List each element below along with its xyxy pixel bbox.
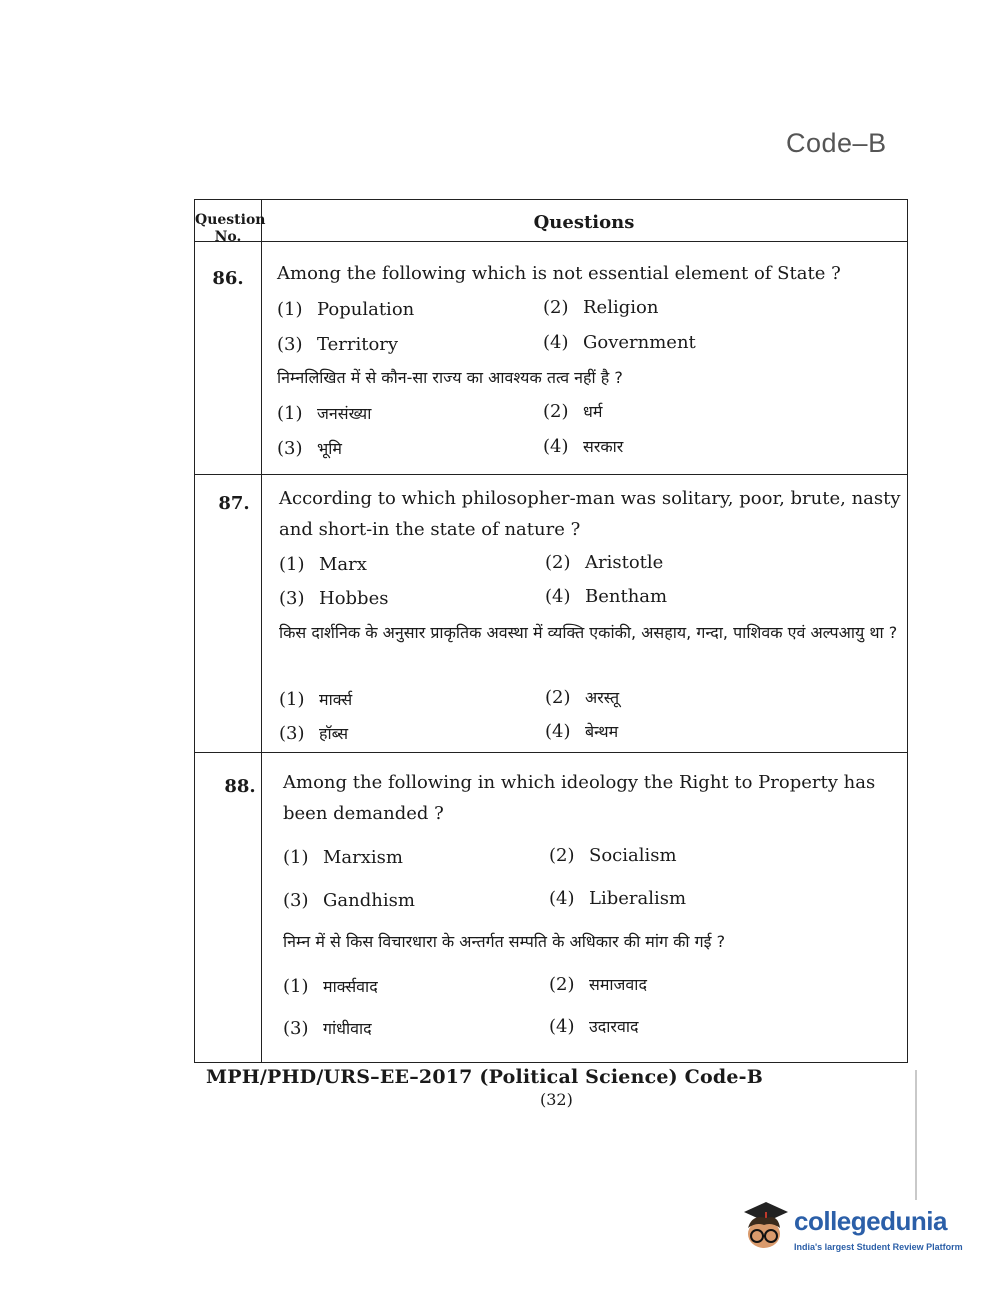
option-text: गांधीवाद [323, 1019, 372, 1038]
row-divider [195, 241, 907, 242]
question-text-hi: निम्न में से किस विचारधारा के अन्तर्गत सम्पति के अधिकार की मांग की गई ? [283, 932, 726, 951]
option-number: (1) [277, 299, 303, 320]
page-number: (32) [540, 1090, 573, 1109]
question-text-hi: किस दार्शनिक के अनुसार प्राकृतिक अवस्था में व्यक्ति एकांकी, असहाय, गन्दा, पाशिवक एवं अल्पआयु था ? [279, 623, 898, 642]
option-hi [277, 437, 342, 459]
option-text: मार्क्स [319, 690, 353, 709]
option-en [277, 299, 414, 320]
option-number: (2) [549, 845, 575, 866]
row-divider [195, 474, 907, 475]
option-hi [549, 1015, 639, 1037]
option-en [545, 586, 667, 607]
code-label: Code–B [786, 128, 887, 158]
option-text: अरस्तू [585, 688, 620, 707]
option-hi [283, 975, 378, 997]
option-text: Marx [319, 554, 367, 575]
option-text: जनसंख्या [317, 404, 372, 423]
option-hi [545, 686, 619, 708]
exam-code-footer: MPH/PHD/URS–EE–2017 (Political Science) Code-B [206, 1066, 763, 1088]
option-text: Marxism [323, 847, 403, 868]
option-number: (2) [549, 974, 575, 995]
collegedunia-logo[interactable] [736, 1198, 966, 1262]
option-en [543, 297, 658, 318]
option-text: Liberalism [589, 888, 687, 909]
option-hi [545, 720, 618, 742]
option-text: Gandhism [323, 890, 415, 911]
option-number: (3) [279, 723, 305, 744]
option-number: (3) [283, 890, 309, 911]
option-number: (2) [545, 552, 571, 573]
option-number: (3) [283, 1018, 309, 1039]
option-en [543, 332, 696, 353]
option-text: Aristotle [585, 552, 664, 573]
question-table [194, 199, 908, 1063]
option-number: (1) [283, 847, 309, 868]
question-number: 87. [218, 493, 250, 514]
option-number: (4) [543, 332, 569, 353]
option-number: (1) [279, 689, 305, 710]
question-text-en: Among the following in which ideology the Right to Property has been demanded ? [283, 772, 876, 824]
mascot-icon [736, 1198, 792, 1258]
option-hi [277, 402, 371, 424]
scan-artifact [915, 1070, 917, 1200]
option-hi [543, 400, 602, 422]
option-text: धर्म [583, 402, 603, 421]
question-number: 88. [224, 776, 256, 797]
option-number: (4) [545, 586, 571, 607]
question-text-en: Among the following which is not essential element of State ? [277, 263, 841, 284]
option-number: (4) [549, 1016, 575, 1037]
option-number: (4) [545, 721, 571, 742]
question-text-hi: निम्नलिखित में से कौन-सा राज्य का आवश्यक तत्व नहीं है ? [277, 368, 623, 387]
option-en [283, 890, 415, 911]
option-hi [279, 688, 352, 710]
option-number: (3) [277, 334, 303, 355]
option-text: Territory [317, 334, 399, 355]
option-number: (1) [277, 403, 303, 424]
option-text: भूमि [317, 439, 342, 458]
option-number: (2) [543, 401, 569, 422]
option-en [279, 554, 367, 575]
option-text: उदारवाद [589, 1017, 639, 1036]
option-hi [549, 973, 647, 995]
option-text: बेन्थम [585, 722, 619, 741]
option-text: मार्क्सवाद [323, 977, 378, 996]
option-number: (4) [543, 436, 569, 457]
question-number: 86. [212, 268, 244, 289]
brand-tagline: India's largest Student Review Platform [794, 1242, 963, 1252]
column-divider [261, 200, 262, 1062]
row-divider [195, 752, 907, 753]
option-hi [543, 435, 623, 457]
option-number: (4) [549, 888, 575, 909]
option-en [277, 334, 398, 355]
option-number: (3) [277, 438, 303, 459]
option-text: Bentham [585, 586, 668, 607]
option-text: Socialism [589, 845, 677, 866]
option-text: Government [583, 332, 696, 353]
option-text: समाजवाद [589, 975, 647, 994]
question-text-en: According to which philosopher-man was solitary, poor, brute, nasty and short-in the state of nature ? [279, 488, 901, 540]
header-question-number: Question No. [195, 212, 266, 245]
option-hi [279, 722, 348, 744]
option-text: Hobbes [319, 588, 389, 609]
brand-name: collegedunia [794, 1206, 947, 1236]
option-number: (2) [545, 687, 571, 708]
header-questions: Questions [533, 212, 635, 233]
option-text: Population [317, 299, 415, 320]
option-number: (1) [283, 976, 309, 997]
option-text: हॉब्स [319, 724, 349, 743]
option-en [549, 845, 677, 866]
option-en [279, 588, 388, 609]
option-en [549, 888, 686, 909]
option-text: Religion [583, 297, 659, 318]
option-en [283, 847, 403, 868]
option-number: (2) [543, 297, 569, 318]
option-en [545, 552, 663, 573]
option-number: (1) [279, 554, 305, 575]
option-number: (3) [279, 588, 305, 609]
option-text: सरकार [583, 437, 624, 456]
option-hi [283, 1017, 372, 1039]
